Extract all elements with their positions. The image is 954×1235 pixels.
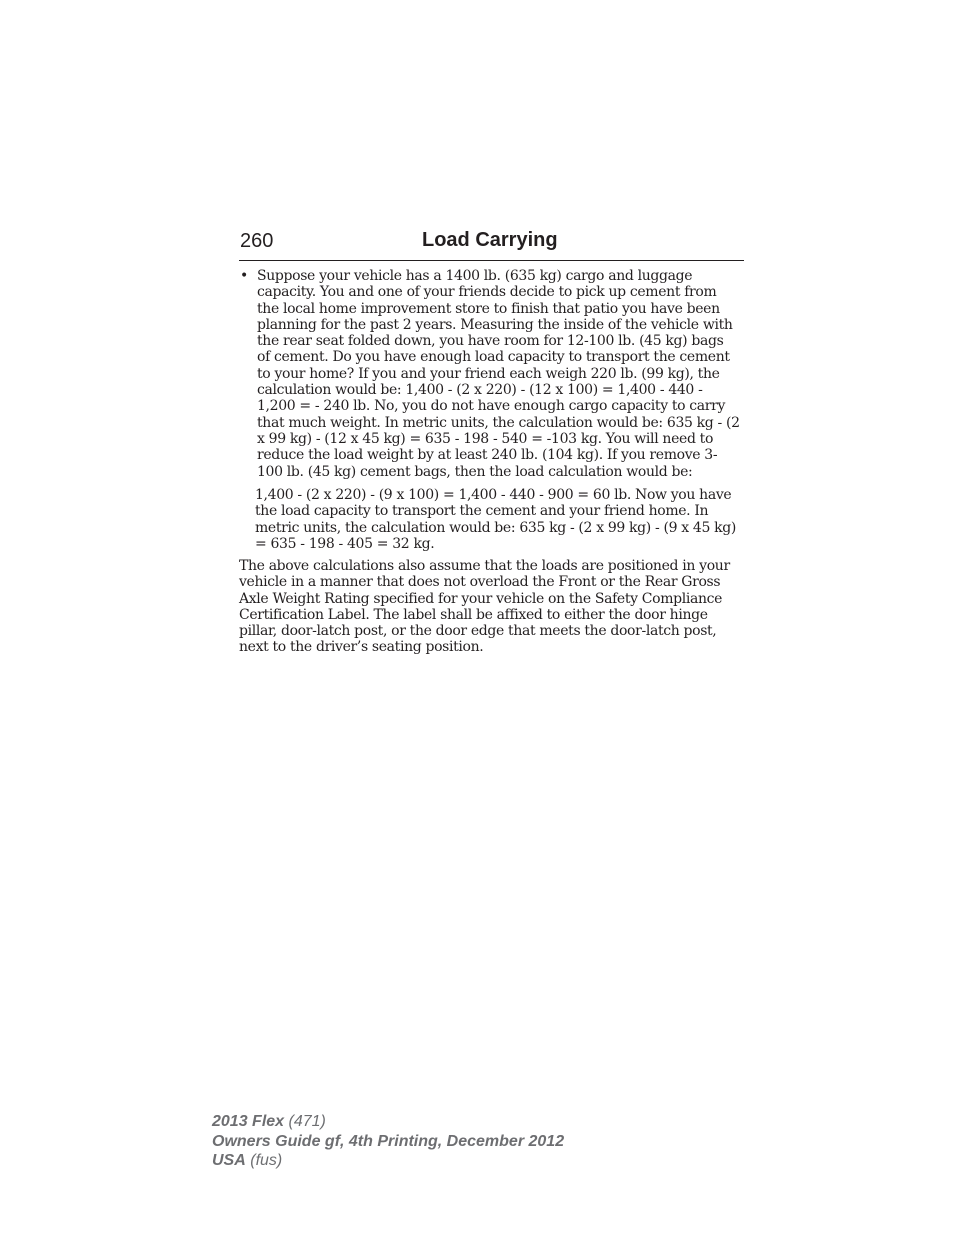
footer-line-2: Owners Guide gf, 4th Printing, December 2012 — [212, 1132, 565, 1150]
footer-model: 2013 Flex — [212, 1113, 285, 1130]
footer-market-code: (fus) — [250, 1152, 283, 1169]
page-footer — [212, 1112, 564, 1171]
footer-model-code: (471) — [288, 1113, 326, 1130]
footer-line-3 — [212, 1151, 564, 1171]
closing-paragraph: The above calculations also assume that the loads are positioned in your vehicle in a manner that does not overload the Front or the Rear Gross Axle Weight Rating specified for your vehicle on the Safety Compliance Certification Label. The label shall be affixed to either the door hinge pillar, door-latch post, or the door edge that meets the door-latch post, next to the driver’s seating position. — [239, 558, 730, 656]
bullet-dot: • — [240, 268, 248, 284]
page-number: 260 — [240, 230, 274, 252]
footer-market: USA — [212, 1152, 246, 1169]
footer-line-1 — [212, 1112, 564, 1132]
bullet-item — [240, 268, 740, 480]
section-title: Load Carrying — [422, 229, 558, 251]
bullet-text: Suppose your vehicle has a 1400 lb. (635 kg) cargo and luggage capacity. You and one of your friends decide to pick up cement from the local home improvement store to finish that patio you have been planning for the past 2 years. Measuring the inside of the vehicle with the rear seat folded down, you have room for 12-100 lb. (45 kg) bags of cement. Do you have enough load capacity to transport the cement to your home? If you and your friend each weigh 220 lb. (99 kg), the calculation would be: 1,400 - (2 x 220) - (12 x 100) = 1,400 - 440 - 1,200 = - 240 lb. No, you do not have enough cargo capacity to carry that much weight. In metric units, the calculation would be: 635 kg - (2 x 99 kg) - (12 x 45 kg) = 635 - 198 - 540 = -103 kg. You will need to reduce the load weight by at least 240 lb. (104 kg). If you remove 3-100 lb. (45 kg) cement bags, then the load calculation would be: — [257, 268, 740, 480]
calculation-paragraph: 1,400 - (2 x 220) - (9 x 100) = 1,400 - 440 - 900 = 60 lb. Now you have the load capacity to transport the cement and your friend home. In metric units, the calculation would be: 635 kg - (2 x 99 kg) - (9 x 45 kg) = 635 - 198 - 405 = 32 kg. — [255, 487, 736, 552]
page-header — [239, 228, 744, 261]
